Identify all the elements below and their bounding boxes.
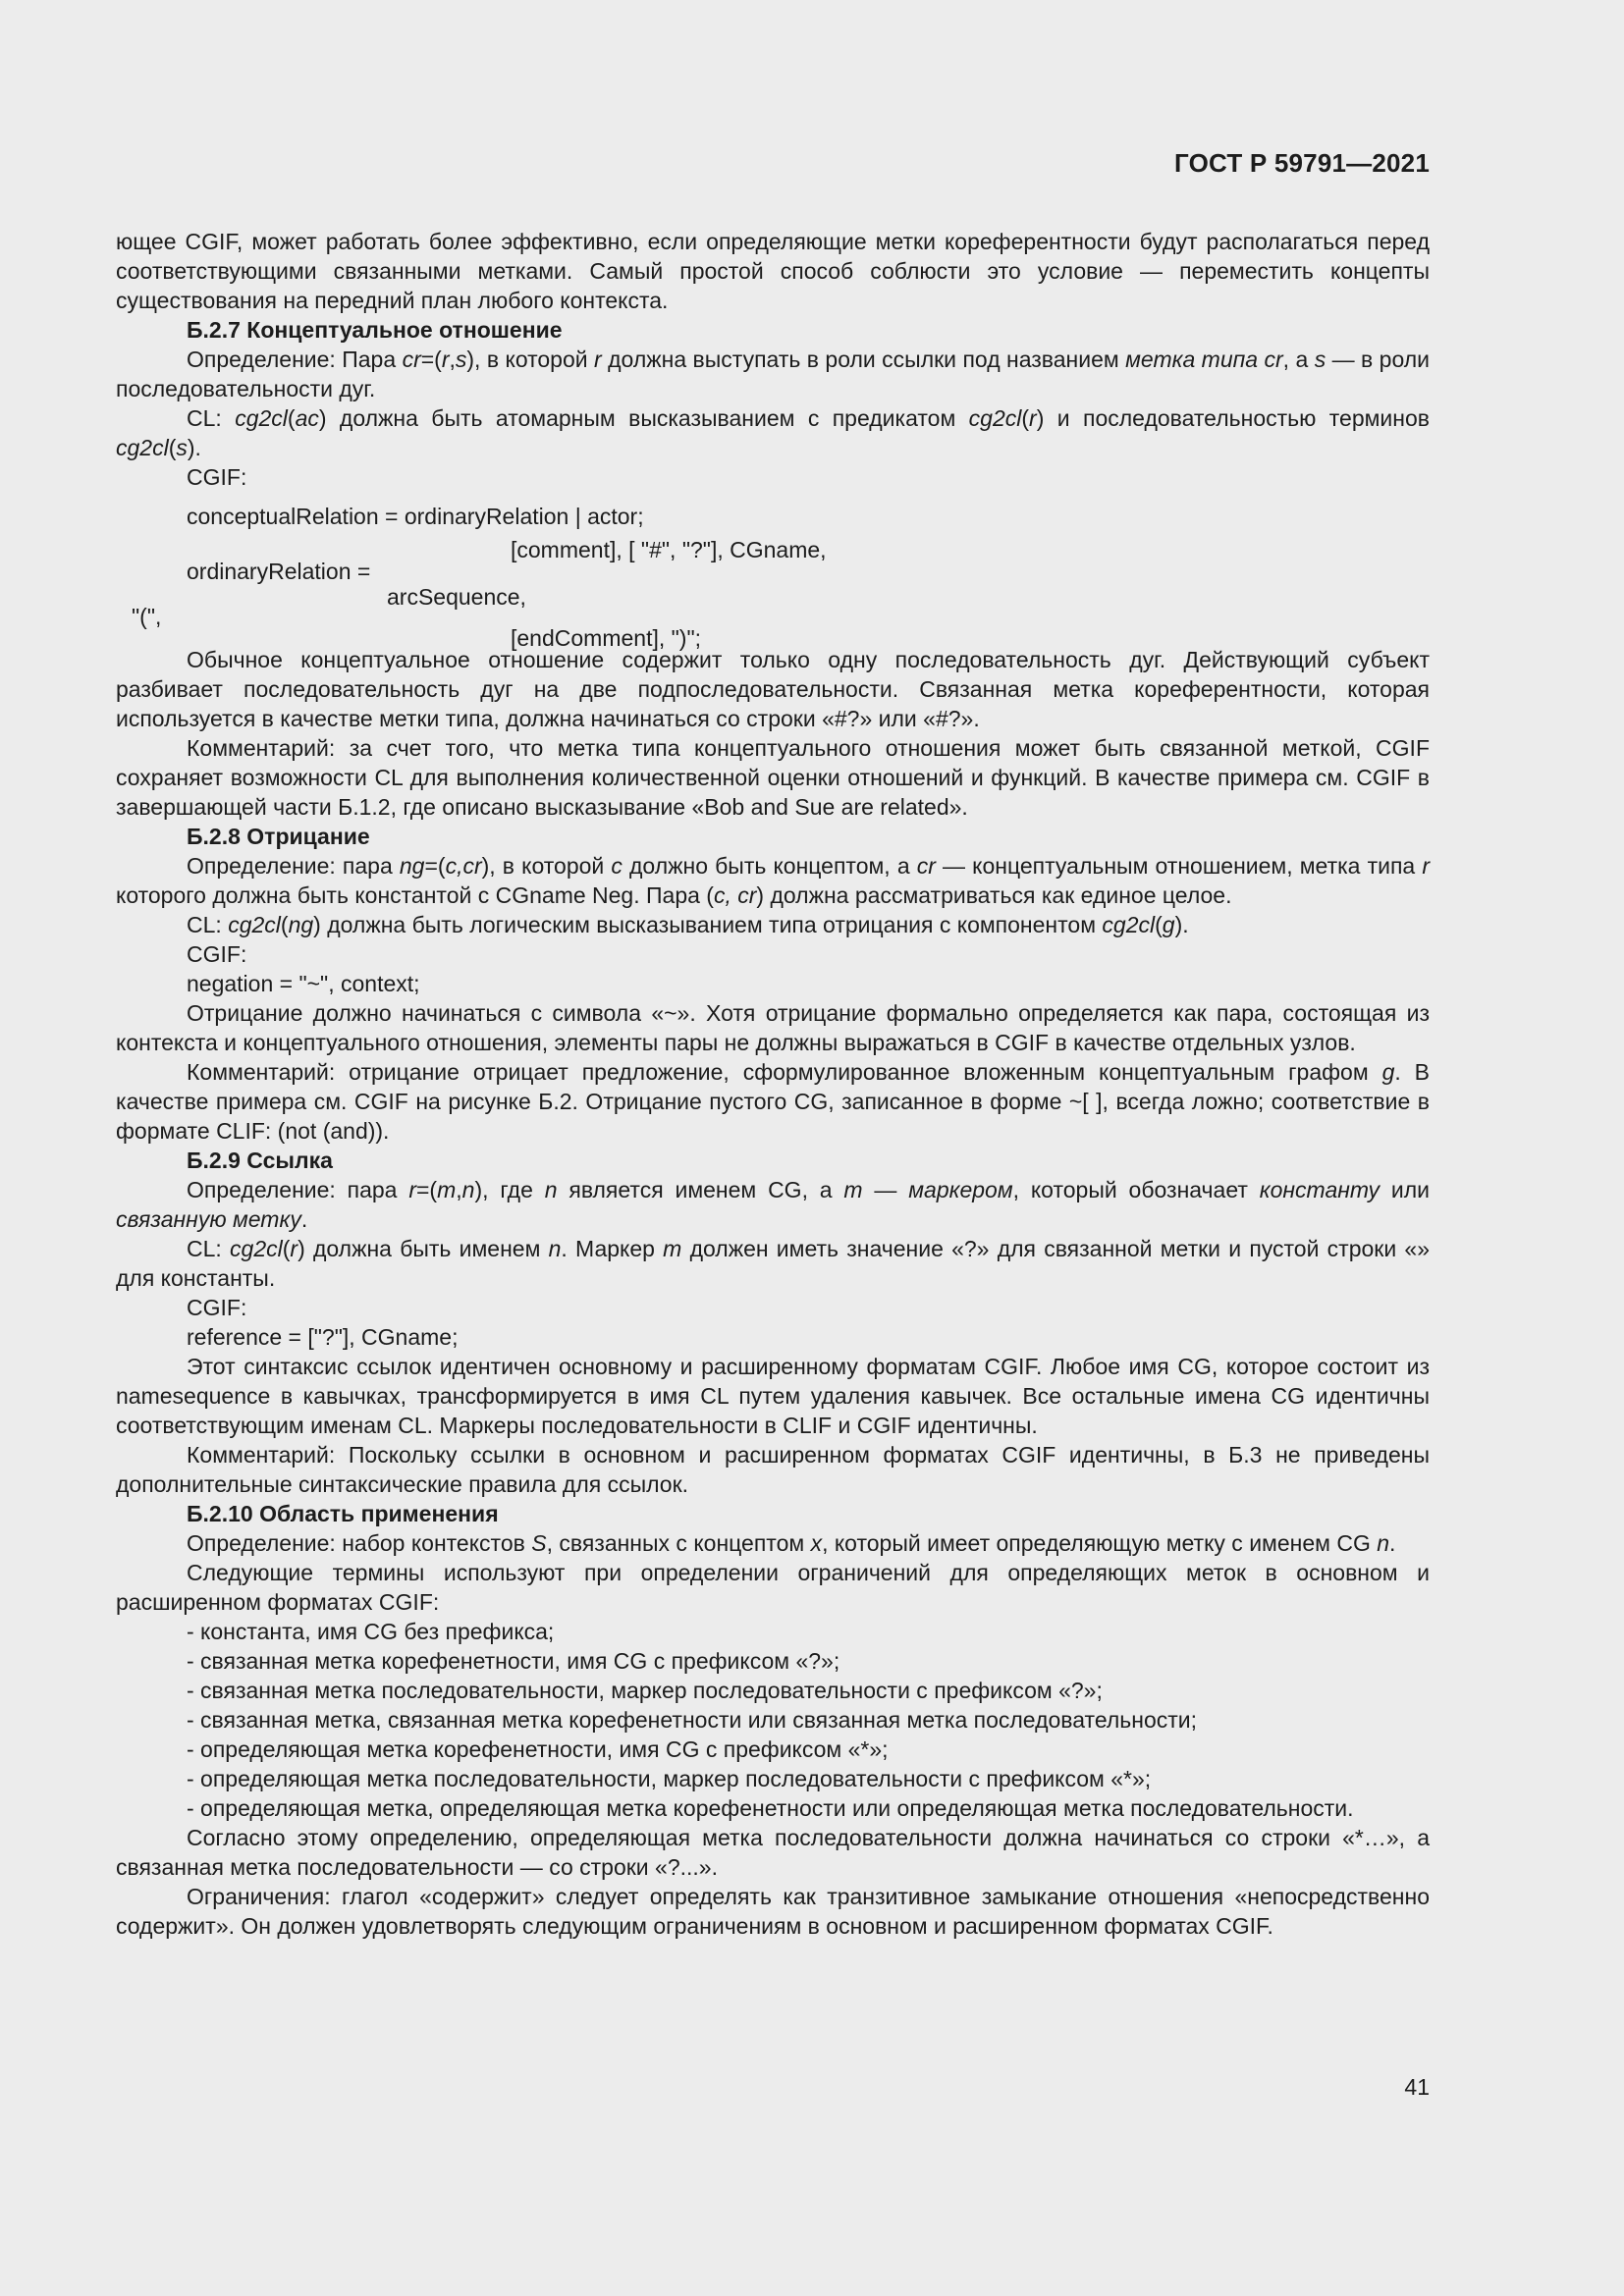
paragraph-b29-2: Комментарий: Поскольку ссылки в основном и расширенном форматах CGIF идентичны, в Б.3 не приведены дополнительные синтаксические правила для ссылок. — [116, 1442, 1430, 1497]
list-item: - связанная метка корефенетности, имя CG с префиксом «?»; — [187, 1648, 840, 1674]
code-line: "(", — [132, 604, 162, 629]
document-header: ГОСТ Р 59791—2021 — [1174, 148, 1430, 178]
section-heading-b27: Б.2.7 Концептуальное отношение — [187, 317, 563, 343]
code-line: [endComment], ")"; — [511, 625, 702, 651]
list-item: - связанная метка последовательности, маркер последовательности с префиксом «?»; — [187, 1678, 1103, 1703]
section-heading-b210: Б.2.10 Область применения — [187, 1501, 499, 1526]
code-line: [comment], [ "#", "?"], CGname, — [511, 537, 827, 562]
list-item: - определяющая метка последовательности, маркер последовательности с префиксом «*»; — [187, 1766, 1152, 1791]
paragraph-b210-3: Ограничения: глагол «содержит» следует определять как транзитивное замыкание отношения «непосредственно содержит». Он должен удовлетворять следующим ограничениям в основном и расширенном форматах CGIF. — [116, 1884, 1430, 1939]
cl-rule-b27: CL: cg2cl(ac) должна быть атомарным высказыванием с предикатом cg2cl(r) и последовательностью терминов cg2cl(s). — [116, 405, 1430, 460]
code-line: ordinaryRelation = — [187, 559, 371, 584]
paragraph-b27-1: Обычное концептуальное отношение содержит только одну последовательность дуг. Действующий субъект разбивает последовательность дуг на две подпоследовательности. Связанная метка кореферентности, которая используется в качестве метки типа, должна начинаться со строки «#?» или «#?». — [116, 647, 1430, 731]
list-item: - определяющая метка, определяющая метка корефенетности или определяющая метка последовательности. — [187, 1795, 1354, 1821]
code-line: arcSequence, — [387, 584, 526, 610]
code-negation: negation = "~", context; — [187, 971, 420, 996]
page-body — [116, 227, 1430, 1941]
paragraph-b210-1: Следующие термины используют при определении ограничений для определяющих меток в основном и расширенном форматах CGIF: — [116, 1560, 1430, 1615]
paragraph-b28-2: Комментарий: отрицание отрицает предложение, сформулированное вложенным концептуальным графом g. В качестве примера см. CGIF на рисунке Б.2. Отрицание пустого CG, записанное в форме ~[ ], всегда ложно; соответствие в формате CLIF: (not (and)). — [116, 1059, 1430, 1144]
code-block-conceptual-relation — [116, 496, 1430, 651]
cl-rule-b29: CL: cg2cl(r) должна быть именем n. Маркер m должен иметь значение «?» для связанной метки и пустой строки «» для константы. — [116, 1236, 1430, 1291]
section-heading-b28: Б.2.8 Отрицание — [187, 824, 370, 849]
list-item: - определяющая метка корефенетности, имя CG с префиксом «*»; — [187, 1736, 889, 1762]
paragraph-b27-2: Комментарий: за счет того, что метка типа концептуального отношения может быть связанной меткой, CGIF сохраняет возможности CL для выполнения количественной оценки отношений и функций. В качестве примера см. CGIF в завершающей части Б.1.2, где описано высказывание «Bob and Sue are related». — [116, 735, 1430, 820]
definition-b210: Определение: набор контекстов S, связанных с концептом x, который имеет определяющую метку с именем CG n. — [187, 1530, 1396, 1556]
paragraph-b210-2: Согласно этому определению, определяющая метка последовательности должна начинаться со строки «*…», а связанная метка последовательности — со строки «?...». — [116, 1825, 1430, 1880]
paragraph-intro: ющее CGIF, может работать более эффективно, если определяющие метки кореферентности будут располагаться перед соответствующими связанными метками. Самый простой способ соблюсти это условие — переместить концепты существования на передний план любого контекста. — [116, 229, 1430, 313]
list-item: - константа, имя CG без префикса; — [187, 1619, 555, 1644]
page-number: 41 — [1404, 2074, 1430, 2100]
list-item: - связанная метка, связанная метка корефенетности или связанная метка последовательности; — [187, 1707, 1198, 1733]
cl-rule-b28: CL: cg2cl(ng) должна быть логическим высказыванием типа отрицания с компонентом cg2cl(g). — [187, 912, 1189, 937]
cgif-label-b27: CGIF: — [187, 464, 247, 490]
cgif-label-b28: CGIF: — [187, 941, 247, 967]
paragraph-b29-1: Этот синтаксис ссылок идентичен основному и расширенному форматам CGIF. Любое имя CG, которое состоит из namesequence в кавычках, трансформируется в имя CL путем удаления кавычек. Все остальные имена CG идентичны соответствующим именам CL. Маркеры последовательности в CLIF и CGIF идентичны. — [116, 1354, 1430, 1438]
definition-b27: Определение: Пара cr=(r,s), в которой r должна выступать в роли ссылки под названием метка типа cr, а s — в роли последовательности дуг. — [116, 347, 1431, 401]
cgif-label-b29: CGIF: — [187, 1295, 247, 1320]
definition-b28: Определение: пара ng=(c,cr), в которой c должно быть концептом, а cr — концептуальным отношением, метка типа r которого должна быть константой с CGname Neg. Пара (c, cr) должна рассматриваться как единое целое. — [116, 853, 1430, 908]
section-heading-b29: Б.2.9 Ссылка — [187, 1148, 333, 1173]
definition-b29: Определение: пара r=(m,n), где n является именем CG, а m — маркером, который обозначает константу или связанную метку. — [116, 1177, 1430, 1232]
code-line: conceptualRelation = ordinaryRelation | actor; — [187, 504, 644, 529]
paragraph-b28-1: Отрицание должно начинаться с символа «~». Хотя отрицание формально определяется как пара, состоящая из контекста и концептуального отношения, элементы пары не должны выражаться в CGIF в качестве отдельных узлов. — [116, 1000, 1430, 1055]
code-reference: reference = ["?"], CGname; — [187, 1324, 459, 1350]
